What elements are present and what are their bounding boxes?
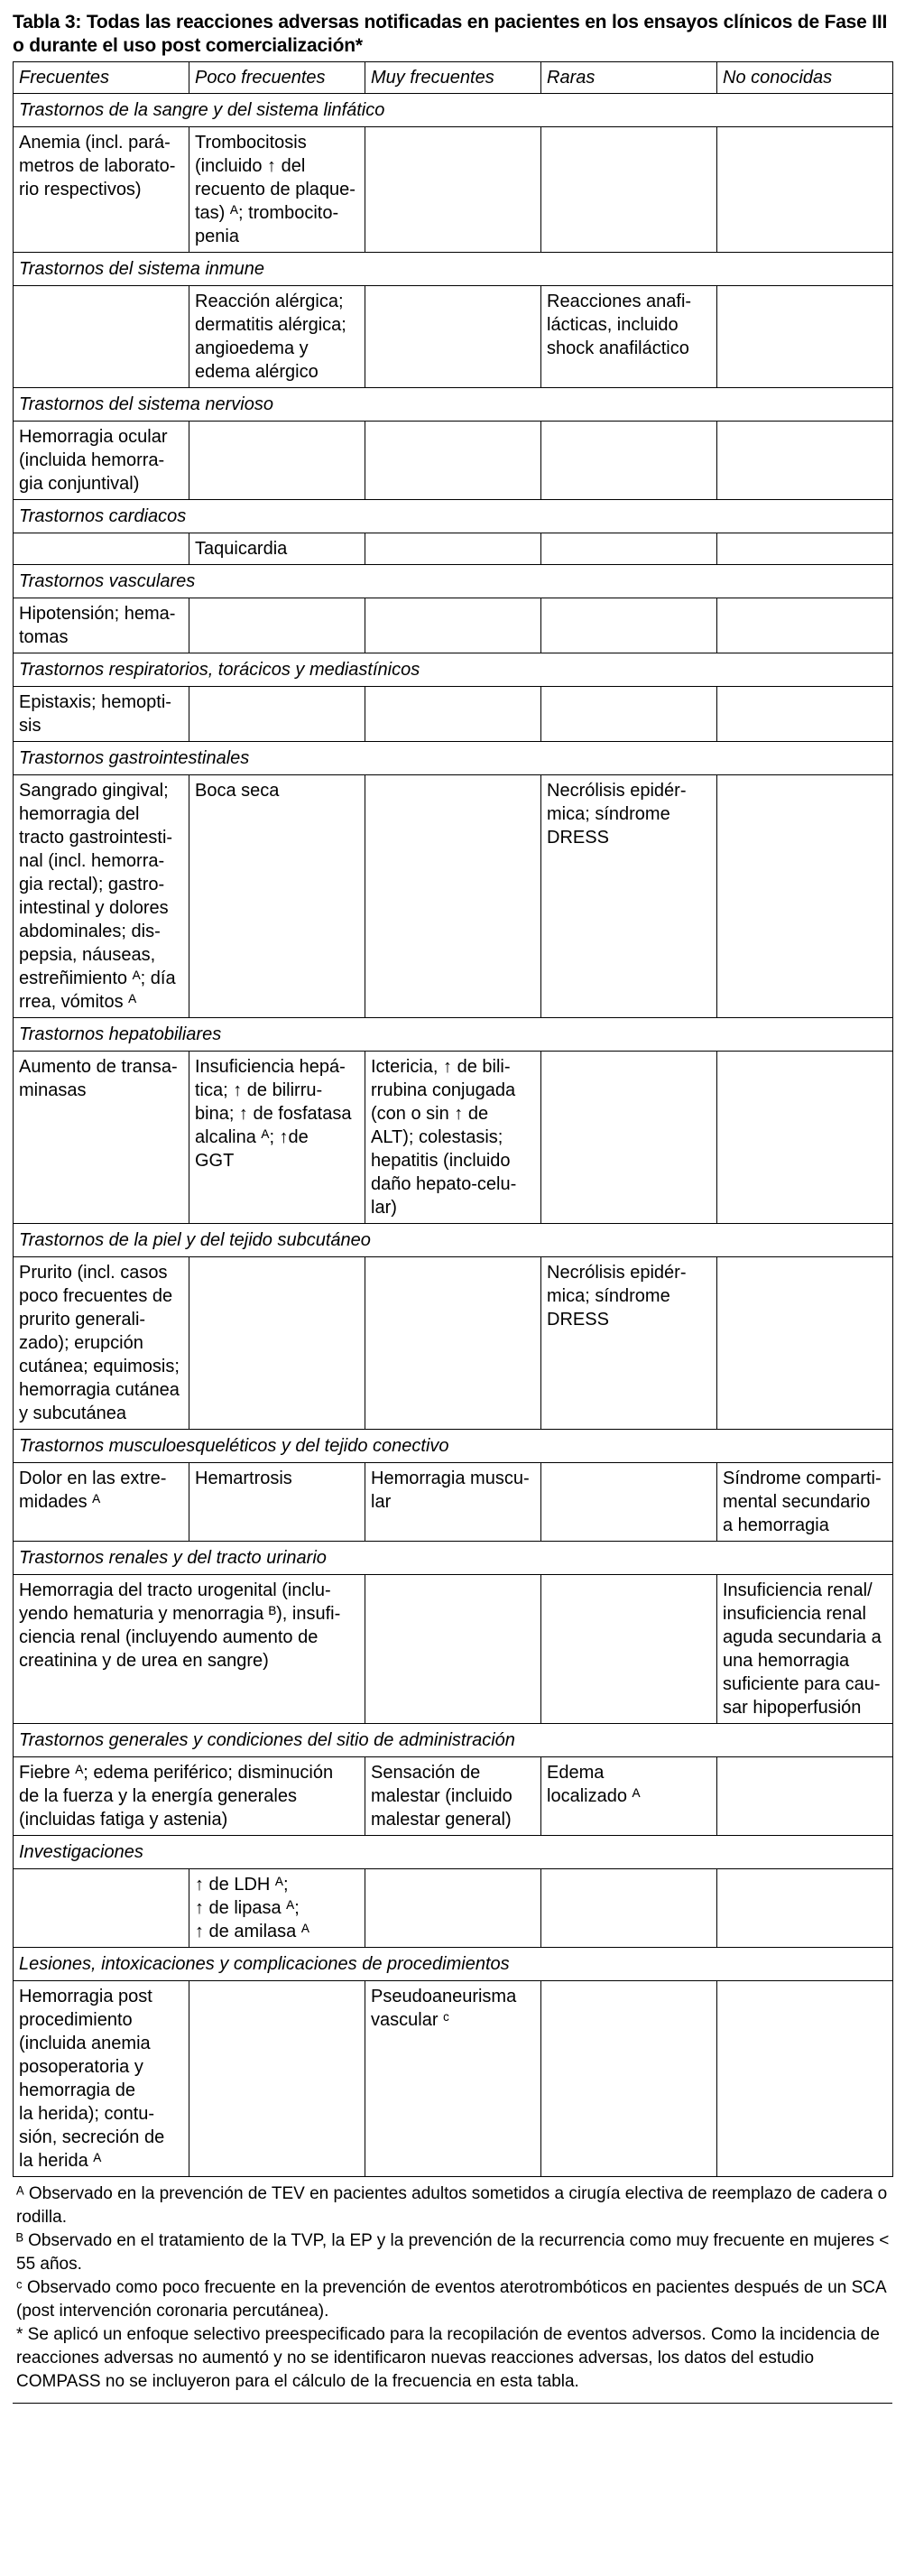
table-cell	[541, 1463, 717, 1542]
table-cell: Anemia (incl. pará- metros de laborato- rio respectivos)	[14, 127, 189, 253]
table-cell	[365, 687, 541, 742]
table-cell	[365, 1869, 541, 1948]
section-title: Trastornos cardiacos	[14, 500, 893, 533]
table-cell: Insuficiencia renal/ insuficiencia renal aguda secundaria a una hemorragia suficiente para cau- sar hipoperfusión	[717, 1575, 893, 1724]
table-cell	[365, 533, 541, 565]
table-cell: Síndrome comparti- mental secundario a hemorragia	[717, 1463, 893, 1542]
footnote: * Se aplicó un enfoque selectivo preespecificado para la recopilación de eventos adversos. Como la incidencia de reacciones adversas no aumentó y no se identificaron nuevas reacciones adversas, los datos del estudio COMPASS no se incluyeron para el cálculo de la frecuencia en esta tabla.	[16, 2325, 880, 2391]
section-title: Trastornos de la piel y del tejido subcutáneo	[14, 1224, 893, 1257]
section-title: Trastornos de la sangre y del sistema linfático	[14, 94, 893, 127]
table-cell: Taquicardia	[189, 533, 365, 565]
table-cell: Necrólisis epidér- mica; síndrome DRESS	[541, 775, 717, 1018]
table-cell	[189, 1257, 365, 1430]
table-cell: Fiebre ᴬ; edema periférico; disminución de la fuerza y la energía generales (incluidas fatiga y astenia)	[14, 1757, 365, 1836]
table-cell: Hemorragia post procedimiento (incluida anemia posoperatoria y hemorragia de la herida); contu- sión, secreción de la herida ᴬ	[14, 1981, 189, 2177]
table-row	[14, 687, 893, 742]
section-row	[14, 1724, 893, 1757]
table-cell	[189, 1981, 365, 2177]
table-cell	[541, 598, 717, 653]
table-cell: Reacción alérgica; dermatitis alérgica; angioedema y edema alérgico	[189, 286, 365, 388]
table-cell	[717, 1257, 893, 1430]
footnote: ᴮ Observado en el tratamiento de la TVP, la EP y la prevención de la recurrencia como muy frecuente en mujeres < 55 años.	[16, 2231, 890, 2274]
table-cell	[541, 422, 717, 500]
table-cell	[717, 127, 893, 253]
section-row	[14, 1224, 893, 1257]
table-row	[14, 1757, 893, 1836]
table-cell	[717, 533, 893, 565]
table-row	[14, 775, 893, 1018]
table-cell: Insuficiencia hepá- tica; ↑ de bilirru- bina; ↑ de fosfatasa alcalina ᴬ; ↑de GGT	[189, 1052, 365, 1224]
table-row	[14, 1052, 893, 1224]
table-cell: Hemartrosis	[189, 1463, 365, 1542]
table-cell	[14, 286, 189, 388]
table-row	[14, 1463, 893, 1542]
section-title: Investigaciones	[14, 1836, 893, 1869]
table-cell	[717, 1052, 893, 1224]
table-cell: Pseudoaneurisma vascular ᶜ	[365, 1981, 541, 2177]
table-row	[14, 1869, 893, 1948]
section-row	[14, 742, 893, 775]
section-row	[14, 653, 893, 687]
section-row	[14, 1542, 893, 1575]
table-cell	[717, 1981, 893, 2177]
table-cell	[365, 127, 541, 253]
table-cell	[717, 775, 893, 1018]
section-row	[14, 388, 893, 422]
table-cell	[365, 1257, 541, 1430]
table-cell	[541, 687, 717, 742]
footnote: ᶜ Observado como poco frecuente en la prevención de eventos aterotrombóticos en pacientes después de un SCA (post intervención coronaria percutánea).	[16, 2278, 886, 2321]
table-cell	[717, 422, 893, 500]
table-cell: Necrólisis epidér- mica; síndrome DRESS	[541, 1257, 717, 1430]
table-row	[14, 598, 893, 653]
table-cell	[541, 533, 717, 565]
footnotes	[13, 2177, 892, 2404]
section-title: Trastornos generales y condiciones del sitio de administración	[14, 1724, 893, 1757]
section-title: Trastornos del sistema inmune	[14, 253, 893, 286]
table-cell	[189, 422, 365, 500]
table-cell: Aumento de transa- minasas	[14, 1052, 189, 1224]
section-row	[14, 1018, 893, 1052]
footnote: ᴬ Observado en la prevención de TEV en pacientes adultos sometidos a cirugía electiva de reemplazo de cadera o rodilla.	[16, 2184, 888, 2227]
table-cell: Sangrado gingival; hemorragia del tracto gastrointesti- nal (incl. hemorra- gia rectal); gastro- intestinal y dolores abdominales; dis- pepsia, náuseas, estreñimiento ᴬ; día rrea, vómitos ᴬ	[14, 775, 189, 1018]
section-row	[14, 1948, 893, 1981]
column-header: Frecuentes	[14, 62, 189, 94]
table-cell: Hemorragia ocular (incluida hemorra- gia conjuntival)	[14, 422, 189, 500]
table-cell	[717, 598, 893, 653]
column-header: Raras	[541, 62, 717, 94]
table-cell: Sensación de malestar (incluido malestar general)	[365, 1757, 541, 1836]
table-cell: Edema localizado ᴬ	[541, 1757, 717, 1836]
table-cell: Hemorragia del tracto urogenital (inclu- yendo hematuria y menorragia ᴮ), insufi- ciencia renal (incluyendo aumento de creatinina y de urea en sangre)	[14, 1575, 365, 1724]
table-row	[14, 533, 893, 565]
section-title: Trastornos vasculares	[14, 565, 893, 598]
table-cell: Ictericia, ↑ de bili- rrubina conjugada (con o sin ↑ de ALT); colestasis; hepatitis (incluido daño hepato-celu- lar)	[365, 1052, 541, 1224]
header-row	[14, 62, 893, 94]
section-title: Trastornos respiratorios, torácicos y mediastínicos	[14, 653, 893, 687]
table-row	[14, 127, 893, 253]
section-title: Trastornos hepatobiliares	[14, 1018, 893, 1052]
section-row	[14, 253, 893, 286]
table-cell: Hemorragia muscu- lar	[365, 1463, 541, 1542]
section-row	[14, 1836, 893, 1869]
table-cell	[189, 687, 365, 742]
table-cell	[541, 1052, 717, 1224]
table-cell	[365, 775, 541, 1018]
table-cell	[14, 1869, 189, 1948]
table-row	[14, 1575, 893, 1724]
table-cell	[717, 687, 893, 742]
table-cell: Boca seca	[189, 775, 365, 1018]
section-title: Trastornos gastrointestinales	[14, 742, 893, 775]
section-row	[14, 500, 893, 533]
section-title: Trastornos renales y del tracto urinario	[14, 1542, 893, 1575]
column-header: No conocidas	[717, 62, 893, 94]
table-cell: ↑ de LDH ᴬ; ↑ de lipasa ᴬ; ↑ de amilasa ᴬ	[189, 1869, 365, 1948]
table-title: Tabla 3: Todas las reacciones adversas notificadas en pacientes en los ensayos clínicos de Fase III o durante el uso post comercialización*	[13, 12, 888, 56]
section-row	[14, 94, 893, 127]
table-cell	[365, 286, 541, 388]
table-cell	[541, 1869, 717, 1948]
section-title: Lesiones, intoxicaciones y complicaciones de procedimientos	[14, 1948, 893, 1981]
table-row	[14, 422, 893, 500]
section-row	[14, 1430, 893, 1463]
column-header: Muy frecuentes	[365, 62, 541, 94]
table-cell	[189, 598, 365, 653]
table-cell	[717, 286, 893, 388]
table-cell: Hipotensión; hema- tomas	[14, 598, 189, 653]
table-cell	[717, 1757, 893, 1836]
column-header: Poco frecuentes	[189, 62, 365, 94]
table-row	[14, 1981, 893, 2177]
table-cell: Prurito (incl. casos poco frecuentes de prurito generali- zado); erupción cutánea; equimosis; hemorragia cutánea y subcutánea	[14, 1257, 189, 1430]
table-row	[14, 286, 893, 388]
adverse-reactions-table	[13, 61, 893, 2177]
table-cell	[365, 1575, 541, 1724]
section-title: Trastornos musculoesqueléticos y del tejido conectivo	[14, 1430, 893, 1463]
table-cell	[14, 533, 189, 565]
table-cell: Dolor en las extre- midades ᴬ	[14, 1463, 189, 1542]
table-cell: Reacciones anafi- lácticas, incluido shock anafiláctico	[541, 286, 717, 388]
table-cell	[541, 127, 717, 253]
table-cell: Trombocitosis (incluido ↑ del recuento de plaque- tas) ᴬ; trombocito- penia	[189, 127, 365, 253]
table-cell	[717, 1869, 893, 1948]
table-cell	[541, 1981, 717, 2177]
table-cell	[365, 598, 541, 653]
table-cell	[365, 422, 541, 500]
table-row	[14, 1257, 893, 1430]
section-title: Trastornos del sistema nervioso	[14, 388, 893, 422]
table-cell	[541, 1575, 717, 1724]
table-cell: Epistaxis; hemopti- sis	[14, 687, 189, 742]
section-row	[14, 565, 893, 598]
